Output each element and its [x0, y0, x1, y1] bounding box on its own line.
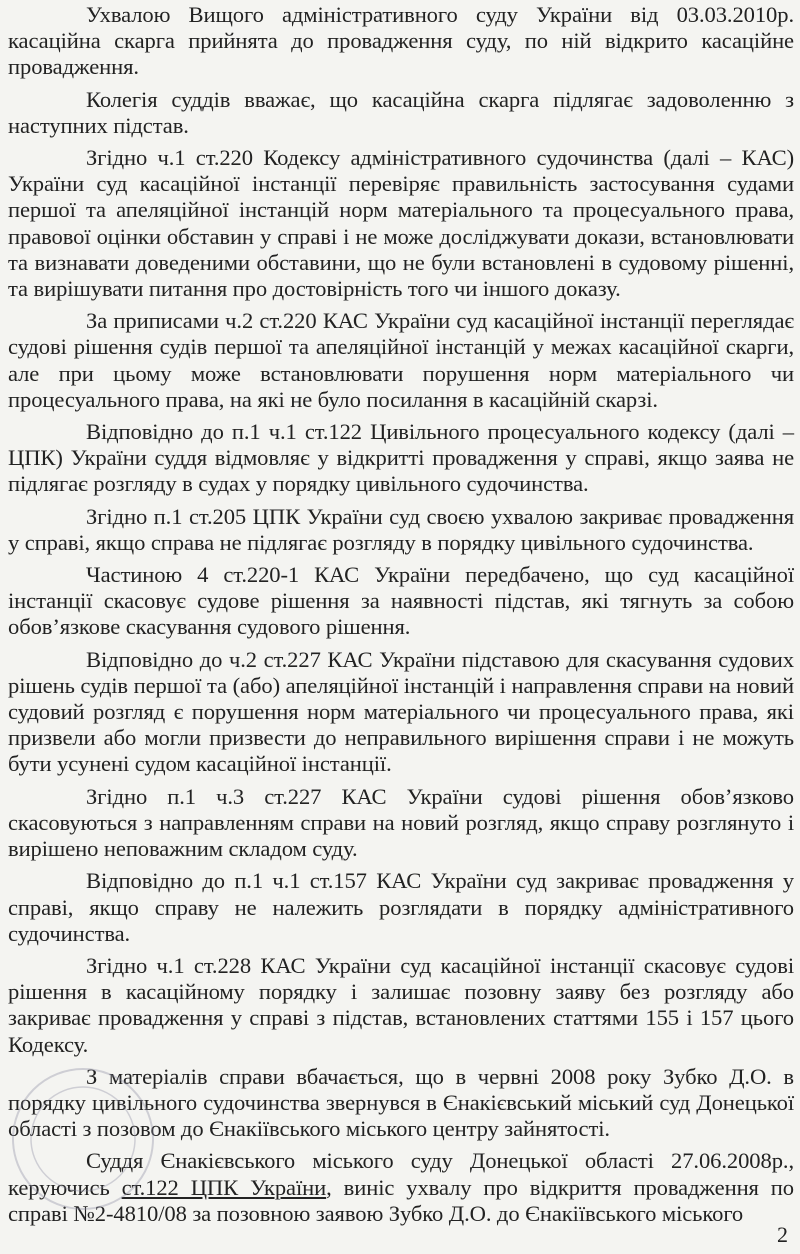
paragraph-4: За приписами ч.2 ст.220 КАС України суд касаційної інстанції переглядає судові рішення судів першої та апеляційної інстанцій у межах касаційної скарги, але при цьому може встановлювати порушення норм матеріального чи процесуального права, на які не було посилання в касаційній скарзі.	[8, 308, 794, 412]
paragraph-2: Колегія суддів вважає, що касаційна скарга підлягає задоволенню з наступних підстав.	[8, 86, 794, 138]
paragraph-7: Частиною 4 ст.220-1 КАС України передбачено, що суд касаційної інстанції скасовує судове рішення за наявності підстав, які тягнуть за собою обов’язкове скасування судового рішення.	[8, 562, 794, 640]
law-reference-link[interactable]: ст.122 ЦПК України	[121, 1174, 327, 1200]
paragraph-13-end: , виніс ухвалу про відкриття провадження по справі №2-4810/08 за позовною заявою Зубко Д.О. до Єнакіївського міського	[8, 1174, 794, 1226]
page-number: 2	[777, 1222, 788, 1247]
paragraph-3: Згідно ч.1 ст.220 Кодексу адміністративного судочинства (далі – КАС) України суд касаційної інстанції перевіряє правильність застосування судами першої та апеляційної інстанцій норм матеріального та процесуального права, правової оцінки обставин у справі і не може досліджувати докази, встановлювати та визнавати доведеними обставини, що не були встановлені в судовому рішенні, та вирішувати питання про достовірність того чи іншого доказу.	[8, 145, 794, 302]
paragraph-13-start: Суддя Єнакієвського міського суду Донецької області 27.06.2008р., керуючись	[8, 1148, 794, 1200]
paragraph-12: З матеріалів справи вбачається, що в червні 2008 року Зубко Д.О. в порядку цивільного судочинства звернувся в Єнакієвський міський суд Донецької області з позовом до Єнакіївського міського центру зайнятості.	[8, 1063, 794, 1142]
paragraph-1: Ухвалою Вищого адміністративного суду України від 03.03.2010р. касаційна скарга прийнята до провадження суду, по ній відкрито касаційне провадження.	[8, 2, 794, 80]
paragraph-10: Відповідно до п.1 ч.1 ст.157 КАС України суд закриває провадження у справі, якщо справу не належить розглядати в порядку адміністративного судочинства.	[8, 868, 794, 946]
paragraph-11: Згідно ч.1 ст.228 КАС України суд касаційної інстанції скасовує судові рішення в касаційному порядку і залишає позовну заяву без розгляду або закриває провадження у справі з підстав, встановлених статтями 155 і 157 цього Кодексу.	[8, 952, 794, 1057]
paragraph-6: Згідно п.1 ст.205 ЦПК України суд своєю ухвалою закриває провадження у справі, якщо справа не підлягає розгляду в порядку цивільного судочинства.	[8, 503, 794, 555]
paragraph-13	[8, 1148, 794, 1227]
paragraph-8: Відповідно до ч.2 ст.227 КАС України підставою для скасування судових рішень судів першої та (або) апеляційної інстанцій і направлення справи на новий судовий розгляд є порушення норм матеріального чи процесуального права, які призвели або могли призвести до неправильного вирішення справи і не можуть бути усунені судом касаційної інстанції.	[8, 646, 794, 777]
paragraph-9: Згідно п.1 ч.3 ст.227 КАС України судові рішення обов’язково скасовуються з направленням справи на новий розгляд, якщо справу розглянуто і вирішено неповажним складом суду.	[8, 783, 794, 862]
paragraph-5: Відповідно до п.1 ч.1 ст.122 Цивільного процесуального кодексу (далі – ЦПК) України суддя відмовляє у відкритті провадження у справі, якщо заява не підлягає розгляду в судах у порядку цивільного судочинства.	[8, 419, 794, 497]
